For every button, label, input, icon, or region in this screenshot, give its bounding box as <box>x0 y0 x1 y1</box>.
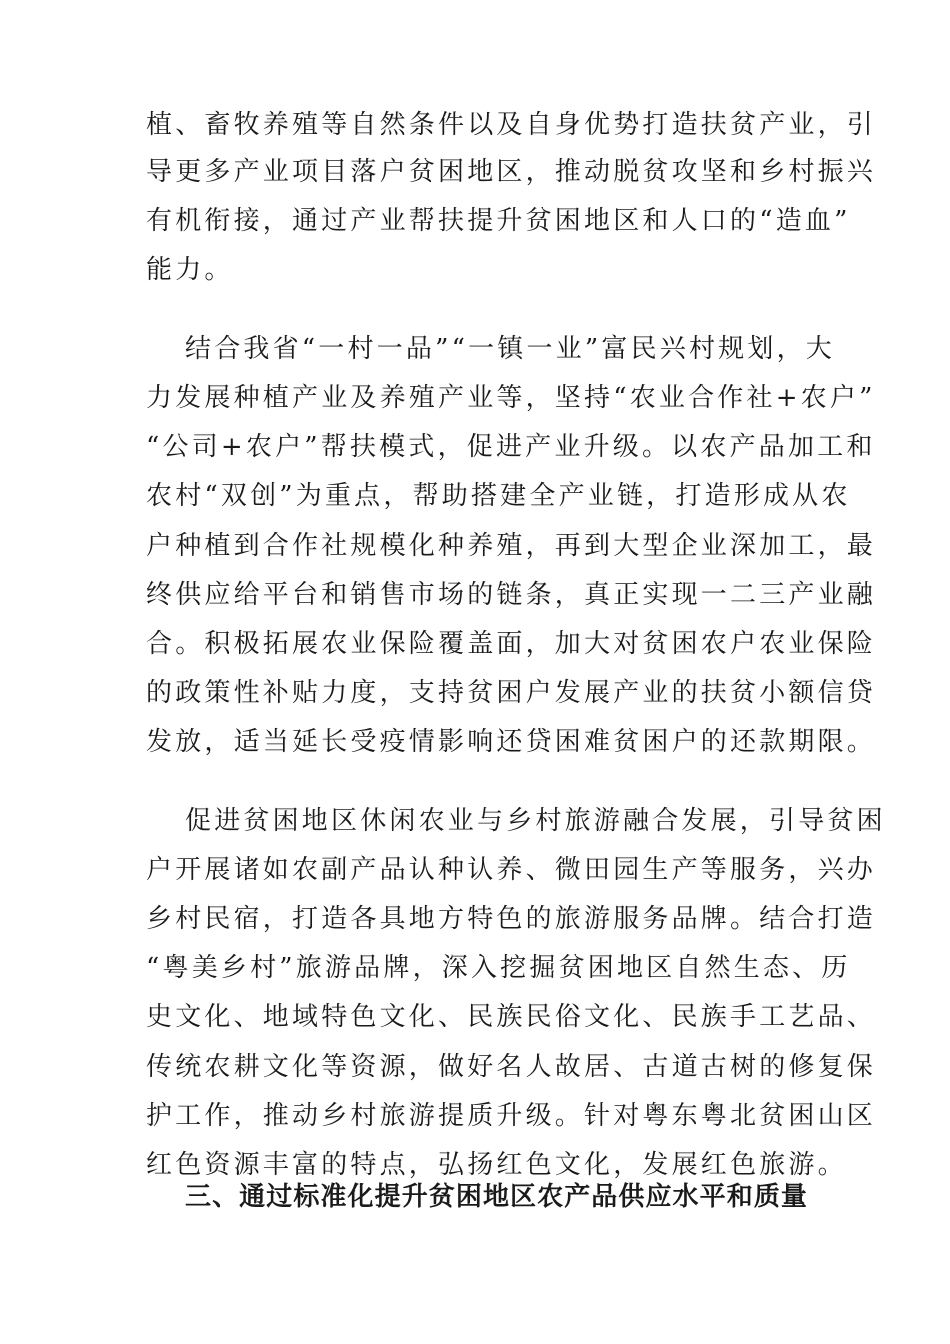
paragraph-first-line: 结合我省“一村一品”“一镇一业”富民兴村规划，大 <box>185 334 835 364</box>
text-line: 的政策性补贴力度，支持贫困户发展产业的扶贫小额信贷 <box>146 678 877 708</box>
text-line: 史文化、地域特色文化、民族民俗文化、民族手工艺品、 <box>146 1002 877 1032</box>
section-heading: 三、通过标准化提升贫困地区农产品供应水平和质量 <box>185 1182 808 1212</box>
text-line: 红色资源丰富的特点，弘扬红色文化，发展红色旅游。 <box>146 1150 847 1180</box>
text-line: 户开展诸如农副产品认种认养、微田园生产等服务，兴办 <box>146 855 877 885</box>
text-line: 导更多产业项目落户贫困地区，推动脱贫攻坚和乡村振兴 <box>146 157 877 187</box>
text-line: 终供应给平台和销售市场的链条，真正实现一二三产业融 <box>146 580 877 610</box>
text-line: 植、畜牧养殖等自然条件以及自身优势打造扶贫产业，引 <box>146 110 877 140</box>
text-line: 护工作，推动乡村旅游提质升级。针对粤东粤北贫困山区 <box>146 1101 877 1131</box>
text-line: 发放，适当延长受疫情影响还贷困难贫困户的还款期限。 <box>146 727 877 757</box>
text-line: 力发展种植产业及养殖产业等，坚持“农业合作社+农户” <box>146 383 876 413</box>
text-line: 能力。 <box>146 255 234 285</box>
text-line: 户种植到合作社规模化种养殖，再到大型企业深加工，最 <box>146 531 877 561</box>
text-line: 合。积极拓展农业保险覆盖面，加大对贫困农户农业保险 <box>146 629 877 659</box>
text-line: 农村“双创”为重点，帮助搭建全产业链，打造形成从农 <box>146 481 851 511</box>
text-line: “公司+农户”帮扶模式，促进产业升级。以农产品加工和 <box>146 432 876 462</box>
text-line: 乡村民宿，打造各具地方特色的旅游服务品牌。结合打造 <box>146 904 877 934</box>
paragraph-first-line: 促进贫困地区休闲农业与乡村旅游融合发展，引导贫困 <box>185 806 886 836</box>
text-line: 传统农耕文化等资源，做好名人故居、古道古树的修复保 <box>146 1052 877 1082</box>
text-line: “粤美乡村”旅游品牌，深入挖掘贫困地区自然生态、历 <box>146 953 851 983</box>
text-line: 有机衔接，通过产业帮扶提升贫困地区和人口的“造血” <box>146 206 851 236</box>
